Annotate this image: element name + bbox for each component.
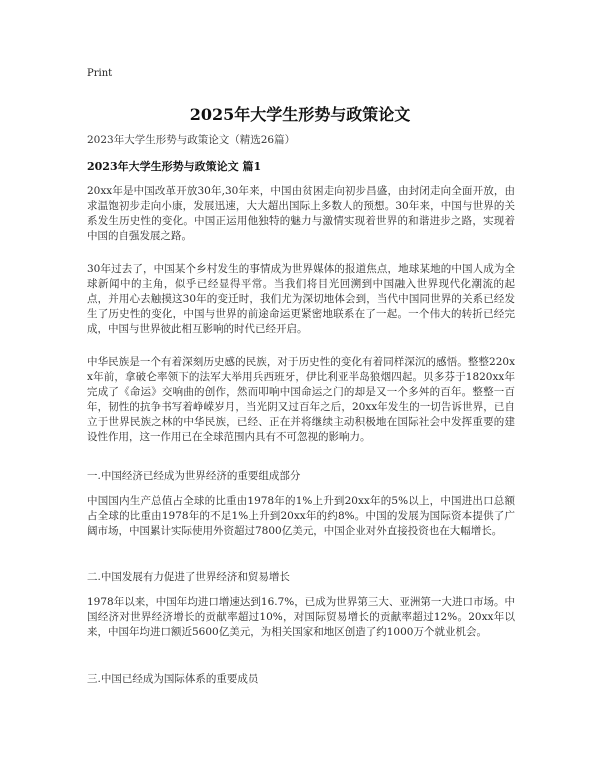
document-subtitle: 2023年大学生形势与政策论文（精选26篇） bbox=[87, 134, 296, 146]
sub-heading-3: 三.中国已经成为国际体系的重要成员 bbox=[87, 673, 259, 685]
paragraph-3: 中华民族是一个有着深刻历史感的民族，对于历史性的变化有着同样深沉的感悟。整整220xx年前，拿破仑率领下的法军大举用兵西班牙，伊比利亚半岛狼烟四起。贝多芬于1820xx年完成了《命运》交响曲的创作，然而叩响中国命运之门的却是又一个多舛的百年。整整一百年，韧性的抗争书写着峥嵘岁月，当光阴又过百年之后，20xx年发生的一切告诉世界，已自立于世界民族之林的中华民族，已经、正在并将继续主动积极地在国际社会中发挥重要的建设性作用，这一作用已在全球范围内具有不可忽视的影响力。 bbox=[87, 356, 515, 443]
paragraph-5: 1978年以来，中国年均进口增速达到16.7%，已成为世界第三大、亚洲第一大进口市场。中国经济对世界经济增长的贡献率超过10%，对国际贸易增长的贡献率超过12%。20xx年以来，中国年均进口额近5600亿美元，为相关国家和地区创造了约1000万个就业机会。 bbox=[87, 596, 515, 638]
sub-heading-1: 一.中国经济已经成为世界经济的重要组成部分 bbox=[87, 470, 301, 482]
print-link[interactable]: Print bbox=[87, 68, 113, 79]
paragraph-2: 30年过去了，中国某个乡村发生的事情成为世界媒体的报道焦点，地球某地的中国人成为全球新闻中的主角，似乎已经显得平常。当我们将目光回溯到中国融入世界现代化潮流的起点，并用心去触摸这30年的变迁时，我们尤为深切地体会到，当代中国同世界的关系已经发生了历史性的变化，中国与世界的前途命运更紧密地联系在了一起。一个伟大的转折已经完成，中国与世界彼此相互影响的时代已经开启。 bbox=[87, 263, 515, 335]
paragraph-1: 20xx年是中国改革开放30年,30年来，中国由贫困走向初步昌盛，由封闭走向全面开放，由求温饱初步走向小康，发展迅速，大大超出国际上多数人的预想。30年来，中国与世界的关系发生历史性的变化。中国正运用他独特的魅力与激情实现着世界的和谐进步之路，实现着中国的自强发展之路。 bbox=[87, 185, 515, 242]
section-heading: 2023年大学生形势与政策论文 篇1 bbox=[87, 160, 262, 173]
document-title: 2025年大学生形势与政策论文 bbox=[189, 105, 411, 124]
paragraph-4: 中国国内生产总值占全球的比重由1978年的1%上升到20xx年的5%以上，中国进出口总额占全球的比重由1978年的不足1%上升到20xx年的约8%。中国的发展为国际资本提供了广阔市场，中国累计实际使用外资超过7800亿美元，中国企业对外直接投资也在大幅增长。 bbox=[87, 495, 515, 537]
sub-heading-2: 二.中国发展有力促进了世界经济和贸易增长 bbox=[87, 571, 290, 583]
